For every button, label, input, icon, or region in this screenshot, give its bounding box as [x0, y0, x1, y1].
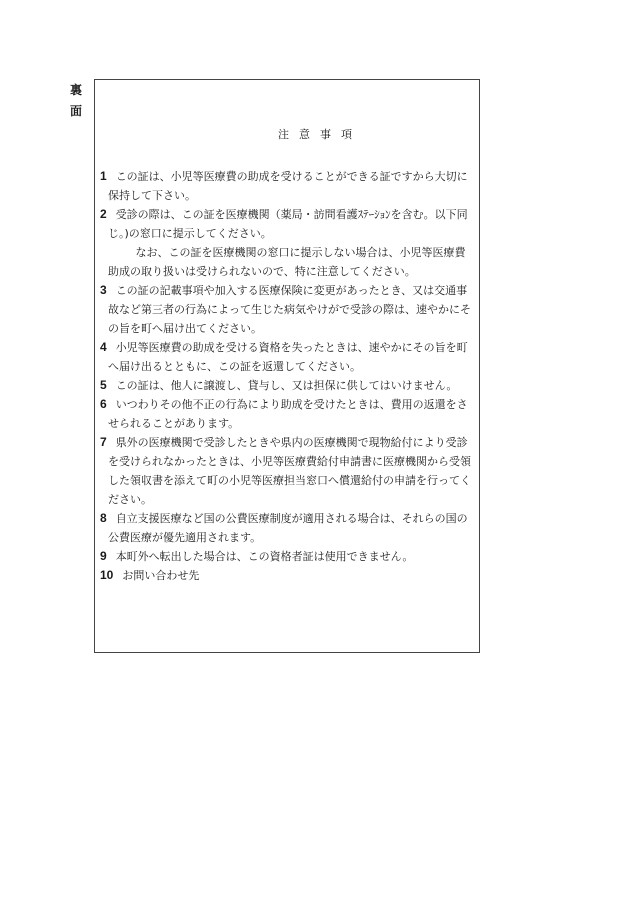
notes-list: [100, 167, 475, 585]
note-item-7: [100, 433, 475, 509]
note-text: 県外の医療機関で受診したときや県内の医療機関で現物給付により受診を受けられなかったときは、小児等医療費給付申請書に医療機関から受領した領収書を添えて町の小児等医療担当窓口へ償還給付の申請を行ってください。: [108, 436, 471, 506]
notice-title: 注意事項: [278, 128, 362, 141]
note-item-6: [100, 395, 475, 433]
note-number: 2: [100, 207, 107, 221]
note-text: この証は、小児等医療費の助成を受けることができる証ですから大切に保持して下さい。: [108, 170, 468, 202]
note-number: 5: [100, 378, 107, 392]
note-text-extra: なお、この証を医療機関の窓口に提示しない場合は、小児等医療費助成の取り扱いは受けられないので、特に注意してください。: [108, 246, 466, 278]
note-number: 1: [100, 169, 107, 183]
note-number: 9: [100, 549, 107, 563]
side-label-char-2: 面: [69, 104, 82, 118]
note-number: 10: [100, 568, 114, 582]
note-item-1: [100, 167, 475, 205]
note-text: お問い合わせ先: [122, 569, 200, 582]
note-text: この証は、他人に譲渡し、貸与し、又は担保に供してはいけません。: [115, 379, 458, 392]
note-number: 4: [100, 340, 107, 354]
note-text: 本町外へ転出した場合は、この資格者証は使用できません。: [115, 550, 414, 563]
note-item-10: [100, 566, 475, 585]
note-item-5: [100, 376, 475, 395]
note-item-3: [100, 281, 475, 338]
note-text: いつわりその他不正の行為により助成を受けたときは、費用の返還をさせられることがあります。: [108, 398, 468, 430]
note-item-8: [100, 509, 475, 547]
note-text: 受診の際は、この証を医療機関（薬局・訪問看護ｽﾃｰｼｮﾝを含む。以下同じ。)の窓口に提示してください。: [108, 208, 468, 240]
note-number: 8: [100, 511, 107, 525]
note-item-9: [100, 547, 475, 566]
note-item-2: [100, 205, 475, 281]
note-number: 6: [100, 397, 107, 411]
note-text: 自立支援医療など国の公費医療制度が適用される場合は、それらの国の公費医療が優先適用されます。: [108, 512, 468, 544]
note-text: 小児等医療費の助成を受ける資格を失ったときは、速やかにその旨を町へ届け出るとともに、この証を返還してください。: [108, 341, 468, 373]
side-label-back: [68, 80, 84, 122]
note-text: この証の記載事項や加入する医療保険に変更があったとき、又は交通事故など第三者の行為によって生じた病気やけがで受診の際は、速やかにその旨を町へ届け出てください。: [108, 284, 471, 335]
note-number: 7: [100, 435, 107, 449]
side-label-char-1: 裏: [69, 83, 82, 97]
note-item-4: [100, 338, 475, 376]
note-number: 3: [100, 283, 107, 297]
